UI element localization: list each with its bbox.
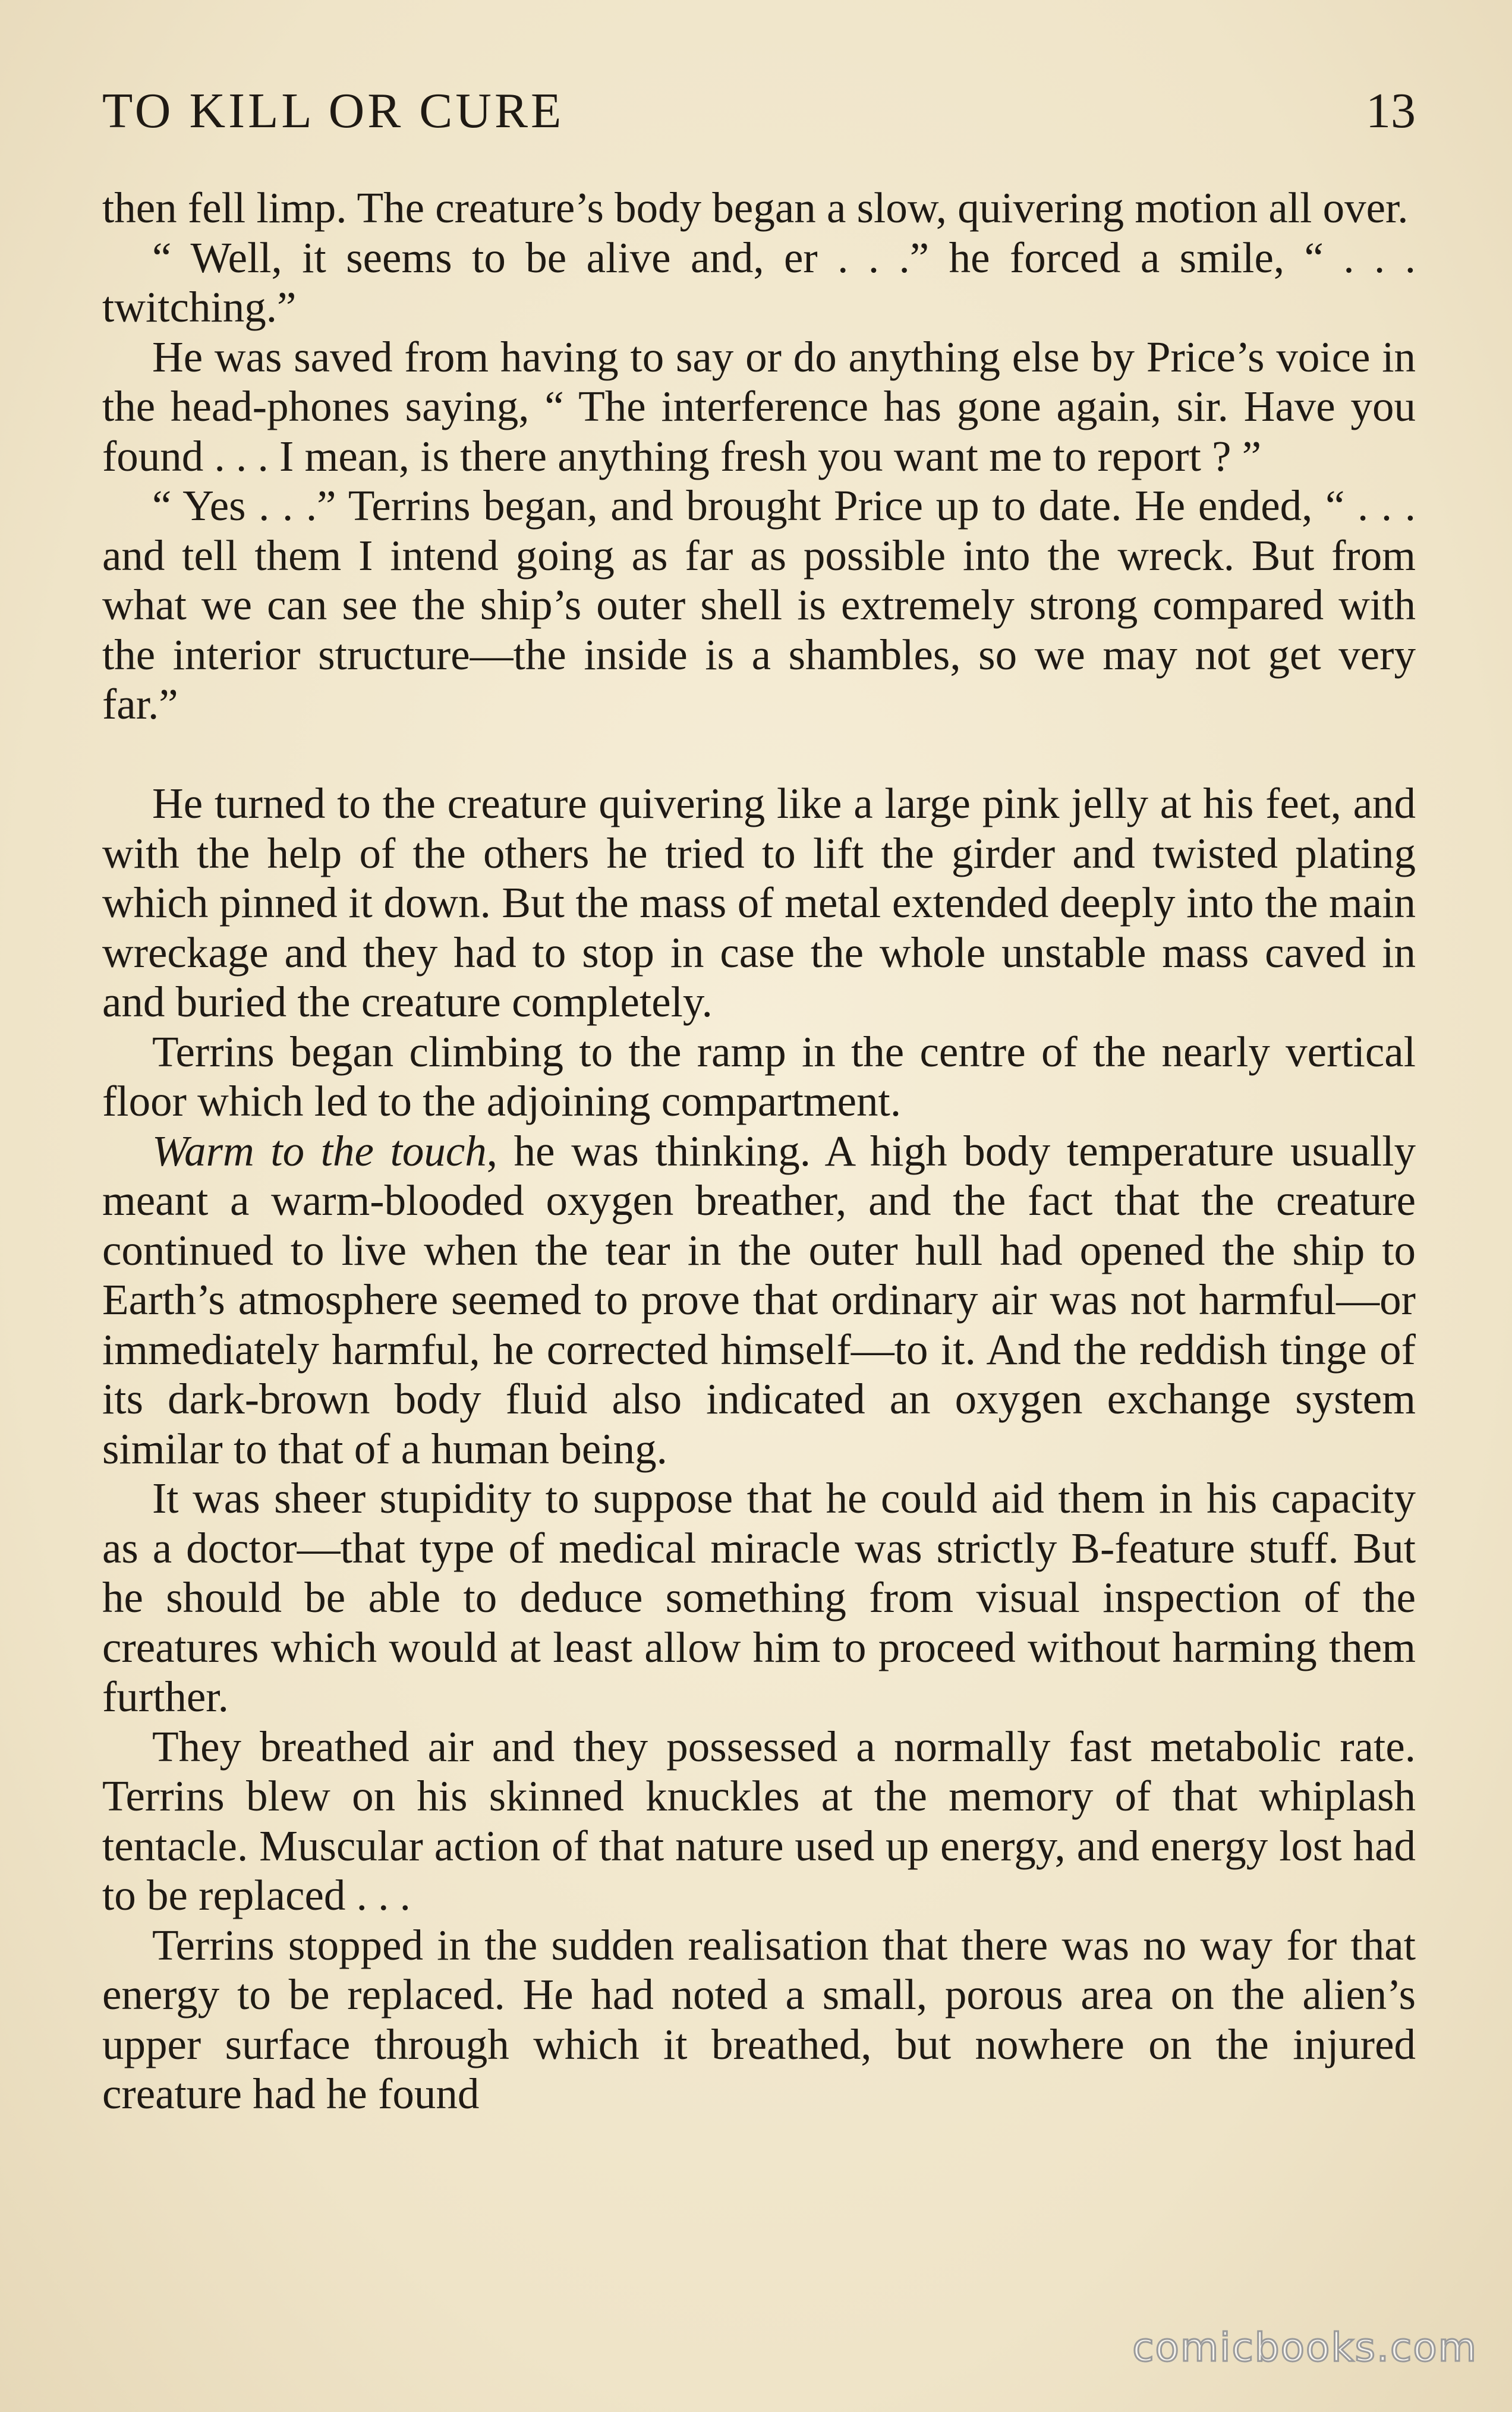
italic-phrase: Warm to the touch [152, 1126, 487, 1175]
body-text [102, 183, 1416, 2119]
paragraph: then fell limp. The creature’s body began a slow, quivering motion all over. [102, 184, 1409, 232]
paragraph: It was sheer stupidity to suppose that he could aid them in his capacity as a doctor—that type of medical miracle was strictly B-feature stuff. But he should be able to deduce something from visual inspection of the creatures which would at least allow him to proceed without harming them further. [102, 1474, 1416, 1721]
watermark-logo: comicbooks.com [1132, 2325, 1478, 2370]
paragraph-text: , he was thinking. A high body temperature usually meant a warm-blooded oxygen breather, and the fact that the creature continued to live when the tear in the outer hull had opened the ship to Earth’s atmosphere seemed to prove that ordinary air was not harmful—or immediately harmful, he corrected himself—to it. And the reddish tinge of its dark-brown body fluid also indicated an oxygen exchange system similar to that of a human being. [102, 1126, 1416, 1473]
paragraph: He turned to the creature quivering like a large pink jelly at his feet, and with the help of the others he tried to lift the girder and twisted plating which pinned it down. But the mass of metal extended deeply into the main wreckage and they had to stop in case the whole unstable mass caved in and buried the creature completely. [102, 779, 1416, 1026]
paragraph: He was saved from having to say or do anything else by Price’s voice in the head-phones saying, “ The interference has gone again, sir. Have you found . . . I mean, is there anything fresh you want me to report ? ” [102, 332, 1416, 480]
page-number: 13 [1366, 83, 1416, 138]
paragraph: Terrins began climbing to the ramp in the centre of the nearly vertical floor which led to the adjoining compartment. [102, 1027, 1416, 1125]
paragraph: Terrins stopped in the sudden realisation that there was no way for that energy to be replaced. He had noted a small, porous area on the alien’s upper surface through which it breathed, but nowhere on the injured creature had he found [102, 1920, 1416, 2118]
running-head: TO KILL OR CURE [102, 83, 565, 138]
paragraph: They breathed air and they possessed a normally fast metabolic rate. Terrins blew on his skinned knuckles at the memory of that whiplash tentacle. Muscular action of that nature used up energy, and energy lost had to be replaced . . . [102, 1722, 1416, 1919]
page-header [102, 78, 1416, 144]
paragraph [102, 1126, 1416, 1474]
paragraph: “ Yes . . .” Terrins began, and brought Price up to date. He ended, “ . . . and tell them I intend going as far as possible into the wreck. But from what we can see the ship’s outer shell is extremely strong compared with the interior structure—the inside is a shambles, so we may not get very far.” [102, 481, 1416, 728]
paragraph: “ Well, it seems to be alive and, er . . .” he forced a smile, “ . . . twitching.” [102, 233, 1416, 331]
